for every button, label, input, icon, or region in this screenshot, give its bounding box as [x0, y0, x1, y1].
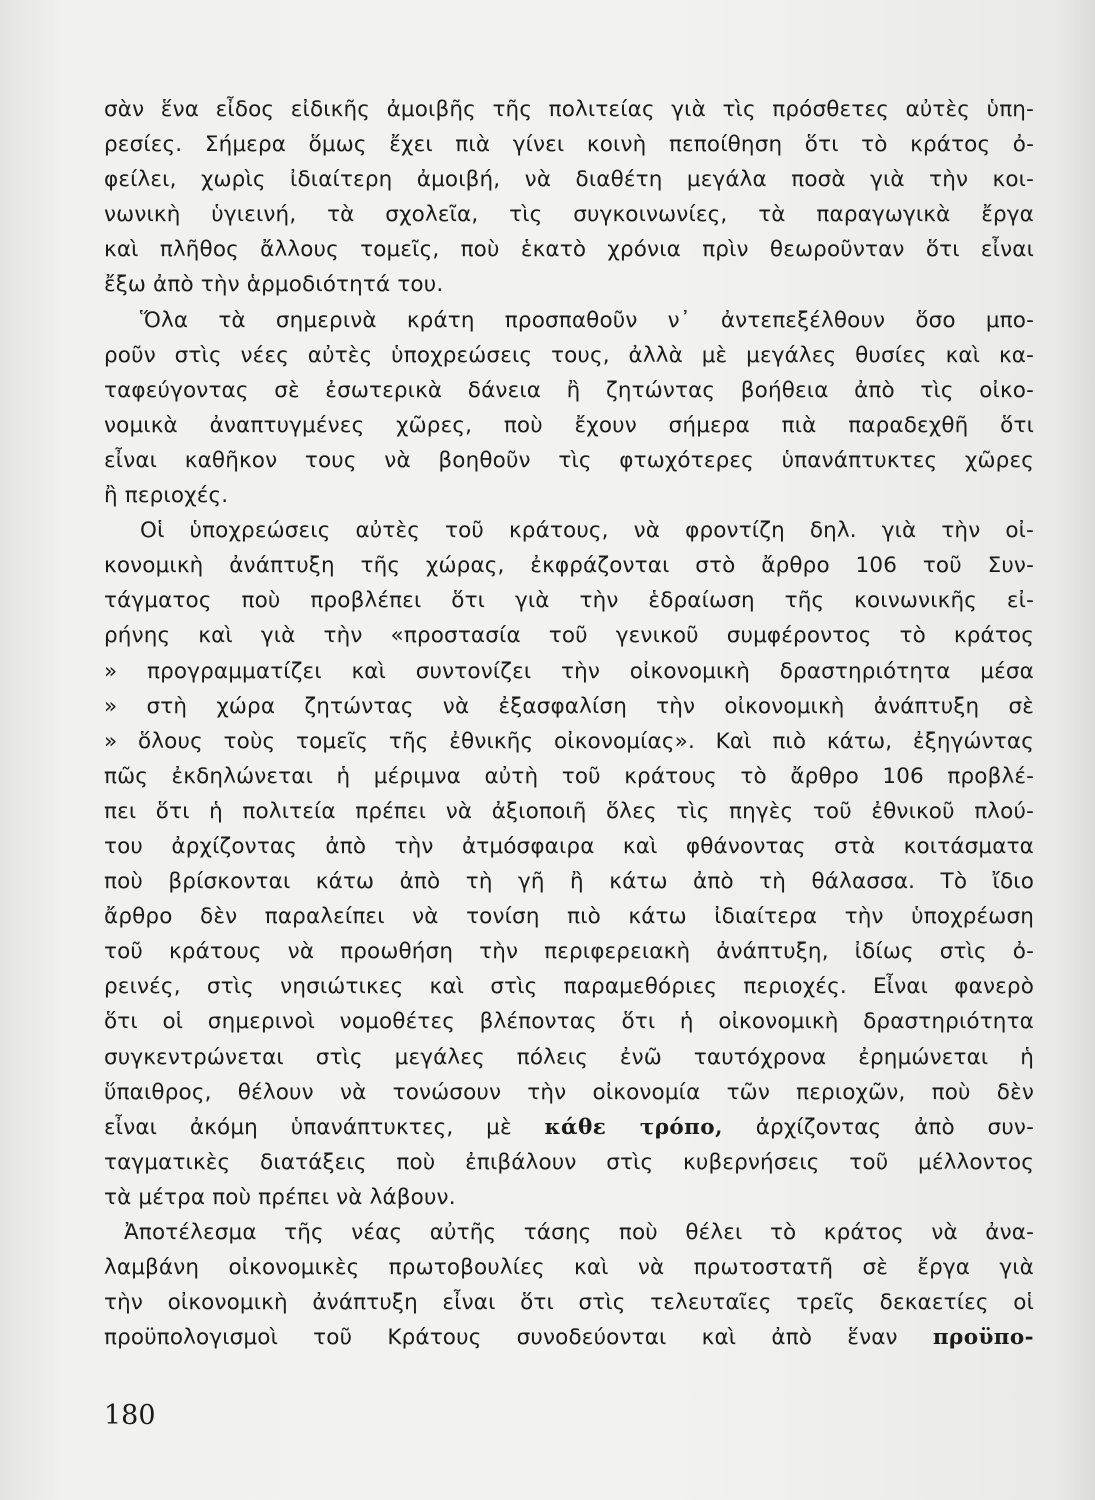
text-line: ρεινές, στὶς νησιώτικες καὶ στὶς παραμεθόριες περιοχές. Εἶναι φανερὸ [104, 974, 1034, 1000]
text-line: ἄρθρο δὲν παραλείπει νὰ τονίση πιὸ κάτω ἰδιαίτερα τὴν ὑποχρέωση [104, 904, 1034, 930]
text-line: ὅτι οἱ σημερινοὶ νομοθέτες βλέποντας ὅτι ἡ οἰκονομικὴ δραστηριότητα [104, 1009, 1034, 1035]
text-segment: προϋπολογισμοὶ τοῦ Κράτους συνοδεύονται καὶ ἀπὸ ἕναν [104, 1325, 898, 1351]
text-line: τάγματος ποὺ προβλέπει ὅτι γιὰ τὴν ἑδραίωση τῆς κοινωνικῆς εἰ- [104, 588, 1034, 614]
text-line: τοῦ κράτους νὰ προωθήση τὴν περιφερειακὴ ἀνάπτυξη, ἰδίως στὶς ὀ- [104, 939, 1034, 965]
text-segment: ἀρχίζοντας ἀπὸ συν- [755, 1114, 1034, 1140]
page-edge-shadow [1055, 0, 1095, 1500]
text-line: σὰν ἕνα εἶδος εἰδικῆς ἀμοιβῆς τῆς πολιτείας γιὰ τὶς πρόσθετες αὐτὲς ὑπη- [104, 97, 1034, 122]
text-line: συγκεντρώνεται στὶς μεγάλες πόλεις ἐνῶ ταυτόχρονα ἐρημώνεται ἡ [104, 1044, 1034, 1070]
text-line: ρήνης καὶ γιὰ τὴν «προστασία τοῦ γενικοῦ συμφέροντος τὸ κράτος [104, 623, 1034, 649]
text-line: ἢ περιοχές. [104, 483, 229, 509]
text-line: ρεσίες. Σήμερα ὅμως ἔχει πιὰ γίνει κοινὴ πεποίθηση ὅτι τὸ κράτος ὀ- [104, 132, 1034, 158]
page-number: 180 [104, 1400, 156, 1431]
text-line: φείλει, χωρὶς ἰδιαίτερη ἀμοιβή, νὰ διαθέτη μεγάλα ποσὰ γιὰ τὴν κοι- [104, 167, 1034, 193]
text-line: Ἀποτέλεσμα τῆς νέας αὐτῆς τάσης ποὺ θέλει τὸ κράτος νὰ ἀνα- [124, 1220, 1034, 1245]
bold-emphasis: προϋπο- [932, 1325, 1034, 1351]
text-line: » προγραμματίζει καὶ συντονίζει τὴν οἰκονομικὴ δραστηριότητα μέσα [104, 658, 1034, 684]
text-line: ταφεύγοντας σὲ ἐσωτερικὰ δάνεια ἢ ζητώντας βοήθεια ἀπὸ τὶς οἰκο- [104, 377, 1034, 403]
bold-emphasis: κάθε τρόπο, [544, 1114, 723, 1140]
text-segment: εἶναι ἀκόμη ὑπανάπτυκτες, μὲ [104, 1114, 512, 1140]
text-line: ὕπαιθρος, θέλουν νὰ τονώσουν τὴν οἰκονομία τῶν περιοχῶν, ποὺ δὲν [104, 1079, 1034, 1105]
text-line: τὴν οἰκονομικὴ ἀνάπτυξη εἶναι ὅτι στὶς τελευταῖες τρεῖς δεκαετίες οἱ [104, 1290, 1034, 1316]
text-line: νομικὰ ἀναπτυγμένες χῶρες, ποὺ ἔχουν σήμερα πιὰ παραδεχθῆ ὅτι [104, 412, 1034, 438]
text-line: του ἀρχίζοντας ἀπὸ τὴν ἀτμόσφαιρα καὶ φθάνοντας στὰ κοιτάσματα [104, 833, 1034, 859]
text-line: πει ὅτι ἡ πολιτεία πρέπει νὰ ἀξιοποιῆ ὅλες τὶς πηγὲς τοῦ ἐθνικοῦ πλού- [104, 798, 1034, 824]
text-line-mixed [104, 1320, 1034, 1355]
text-line: ταγματικὲς διατάξεις ποὺ ἐπιβάλουν στὶς κυβερνήσεις τοῦ μέλλοντος [104, 1149, 1034, 1175]
text-line: καὶ πλῆθος ἄλλους τομεῖς, ποὺ ἑκατὸ χρόνια πρὶν θεωροῦνταν ὅτι εἶναι [104, 237, 1034, 263]
text-line-mixed [104, 1110, 1034, 1145]
text-line: » ὅλους τοὺς τομεῖς τῆς ἐθνικῆς οἰκονομίας». Καὶ πιὸ κάτω, ἐξηγώντας [104, 728, 1034, 754]
text-line: ροῦν στὶς νέες αὐτὲς ὑποχρεώσεις τους, ἀλλὰ μὲ μεγάλες θυσίες καὶ κα- [104, 342, 1034, 368]
text-line: Ὅλα τὰ σημερινὰ κράτη προσπαθοῦν ν᾽ ἀντεπεξέλθουν ὅσο μπο- [140, 307, 1034, 333]
text-line: ἔξω ἀπὸ τὴν ἁρμοδιότητά του. [104, 272, 444, 298]
text-line: Οἱ ὑποχρεώσεις αὐτὲς τοῦ κράτους, νὰ φροντίζη δηλ. γιὰ τὴν οἰ- [140, 518, 1034, 544]
text-line: ποὺ βρίσκονται κάτω ἀπὸ τὴ γῆ ἢ κάτω ἀπὸ τὴ θάλασσα. Τὸ ἴδιο [104, 869, 1034, 895]
text-line: τὰ μέτρα ποὺ πρέπει νὰ λάβουν. [104, 1184, 456, 1210]
text-line: λαμβάνη οἰκονομικὲς πρωτοβουλίες καὶ νὰ πρωτοστατῆ σὲ ἔργα γιὰ [104, 1255, 1034, 1281]
text-line: νωνικὴ ὑγιεινή, τὰ σχολεῖα, τὶς συγκοινωνίες, τὰ παραγωγικὰ ἔργα [104, 202, 1034, 228]
text-line: » στὴ χώρα ζητώντας νὰ ἐξασφαλίση τὴν οἰκονομικὴ ἀνάπτυξη σὲ [104, 693, 1034, 719]
body-text [104, 92, 1034, 1355]
text-line: κονομικὴ ἀνάπτυξη τῆς χώρας, ἐκφράζονται στὸ ἄρθρο 106 τοῦ Συν- [104, 553, 1034, 579]
text-line: πῶς ἐκδηλώνεται ἡ μέριμνα αὐτὴ τοῦ κράτους τὸ ἄρθρο 106 προβλέ- [104, 763, 1034, 789]
text-line: εἶναι καθῆκον τους νὰ βοηθοῦν τὶς φτωχότερες ὑπανάπτυκτες χῶρες [104, 447, 1034, 473]
